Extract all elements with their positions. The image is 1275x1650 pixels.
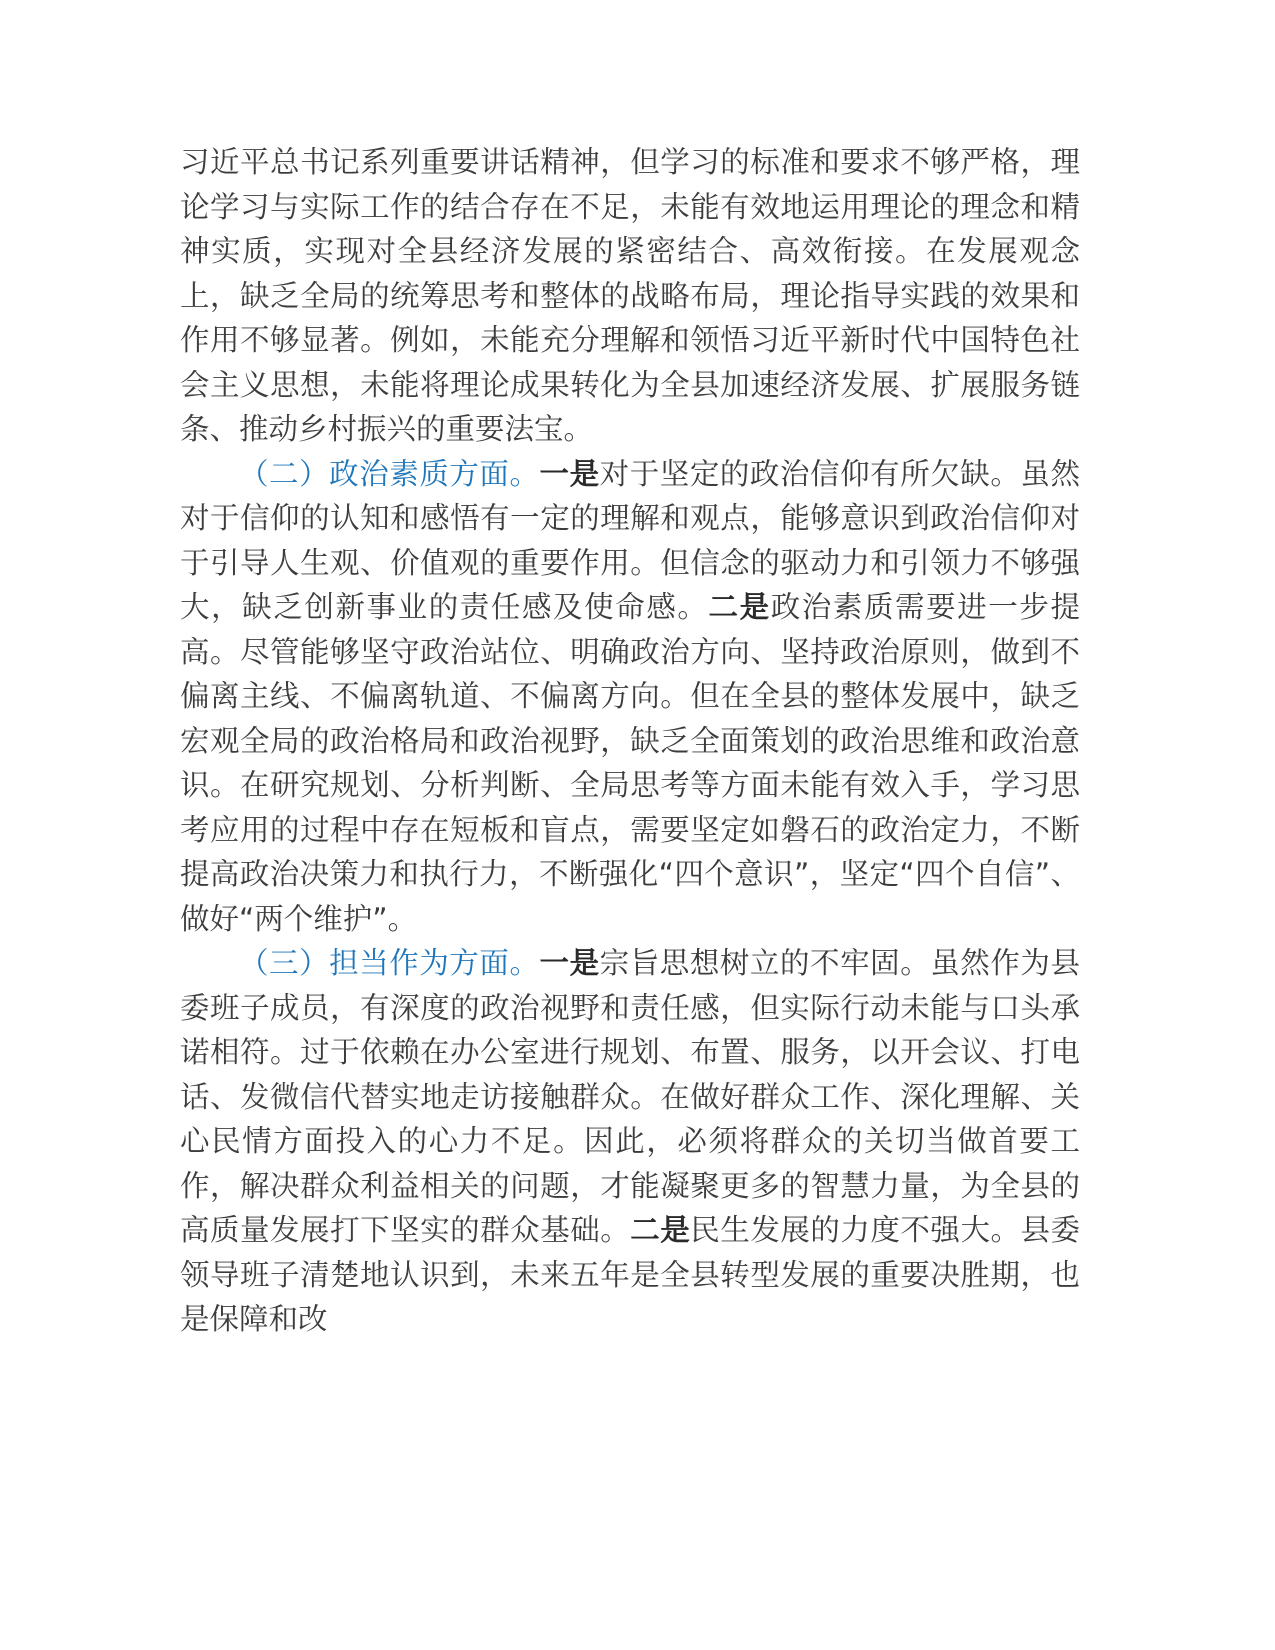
paragraph-text: 习近平总书记系列重要讲话精神，但学习的标准和要求不够严格，理论学习与实际工作的结合存在不足，未能有效地运用理论的理念和精神实质，实现对全县经济发展的紧密结合、高效衔接。在发展观念上，缺乏全局的统筹思考和整体的战略布局，理论指导实践的效果和作用不够显著。例如，未能充分理解和领悟习近平新时代中国特色社会主义思想，未能将理论成果转化为全县加速经济发展、扩展服务链条、推动乡村振兴的重要法宝。 xyxy=(180,145,1080,446)
point-label-second: 二是 xyxy=(708,590,771,624)
section-heading-political-quality: （二）政治素质方面。 xyxy=(239,456,540,491)
paragraph-political-quality xyxy=(180,452,1080,942)
paragraph-responsibility xyxy=(180,941,1080,1342)
paragraph-text: 民生发展的力度不强大。县委领导班子清楚地认识到，未来五年是全县转型发展的重要决胜期，也是保障和改 xyxy=(180,1213,1080,1336)
point-label-second: 二是 xyxy=(630,1213,691,1247)
paragraph-text: 对于坚定的政治信仰有所欠缺。虽然对于信仰的认知和感悟有一定的理解和观点，能够意识到政治信仰对于引导人生观、价值观的重要作用。但信念的驱动力和引领力不够强大，缺乏创新事业的责任感及使命感。 xyxy=(180,456,1080,624)
section-heading-responsibility: （三）担当作为方面。 xyxy=(239,946,540,980)
body-text xyxy=(180,140,1080,1342)
paragraph-theory-study xyxy=(180,140,1080,452)
point-label-first: 一是 xyxy=(539,456,600,491)
paragraph-text: 政治素质需要进一步提高。尽管能够坚守政治站位、明确政治方向、坚持政治原则，做到不偏离主线、不偏离轨道、不偏离方向。但在全县的整体发展中，缺乏宏观全局的政治格局和政治视野，缺乏全面策划的政治思维和政治意识。在研究规划、分析判断、全局思考等方面未能有效入手，学习思考应用的过程中存在短板和盲点，需要坚定如磐石的政治定力，不断提高政治决策力和执行力，不断强化“四个意识”，坚定“四个自信”、做好“两个维护”。 xyxy=(180,590,1080,936)
paragraph-text: 宗旨思想树立的不牢固。虽然作为县委班子成员，有深度的政治视野和责任感，但实际行动未能与口头承诺相符。过于依赖在办公室进行规划、布置、服务，以开会议、打电话、发微信代替实地走访接触群众。在做好群众工作、深化理解、关心民情方面投入的心力不足。因此，必须将群众的关切当做首要工作，解决群众利益相关的问题，才能凝聚更多的智慧力量，为全县的高质量发展打下坚实的群众基础。 xyxy=(180,946,1080,1247)
point-label-first: 一是 xyxy=(539,946,600,980)
